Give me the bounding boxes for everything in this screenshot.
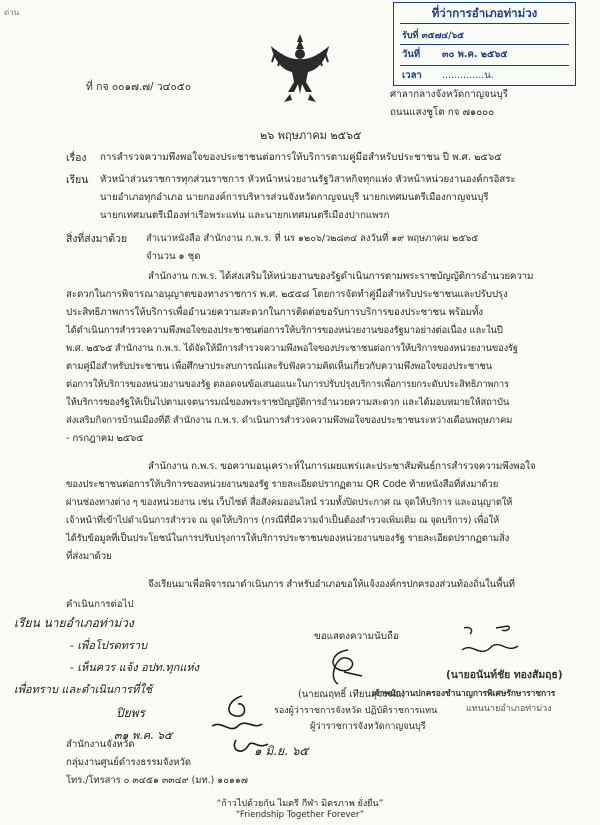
paragraph-2-line: ที่ส่งมาด้วย <box>66 551 112 562</box>
handwritten-date-2: ๑ มิ.ย. ๖๕ <box>254 744 309 758</box>
garuda-emblem <box>268 32 332 104</box>
signer-left-position-2: ผู้ว่าราชการจังหวัดกาญจนบุรี <box>310 721 426 732</box>
issuer-office: สำนักงานจังหวัด <box>66 739 135 750</box>
paragraph-2-line: ผ่านช่องทางต่าง ๆ ของหน่วยงาน เช่น เว็บไซต์ สื่อสังคมออนไลน์ รวมทั้งปิดประกาศ ณ จุดให้บริการ และอนุญาตให้ <box>66 497 513 508</box>
attachment-count: จำนวน ๑ ชุด <box>146 251 201 262</box>
signer-right-position-2: แทนนายอำเภอท่าม่วง <box>466 704 552 714</box>
stamp-time-value: ..............น. <box>442 70 494 81</box>
to-label: เรียน <box>66 174 89 186</box>
signature-bottom <box>202 690 282 760</box>
handwritten-note-3: - เห็นควร แจ้ง อปท.ทุกแห่ง <box>70 661 200 674</box>
stamp-received-no: รับที่ ๓๕๗๔/๖๕ <box>402 31 464 41</box>
receiving-stamp <box>393 2 576 86</box>
document-number: ที่ กจ ๐๐๑๗.๗/ ว๔๐๕๐ <box>86 81 192 93</box>
paragraph-1-line: ให้บริการของรัฐให้เป็นไปตามเจตนารมณ์ของพระราชบัญญัติการอำนวยความสะดวก และได้มอบหมายให้สถาบัน <box>66 397 510 408</box>
paragraph-3: จึงเรียนมาเพื่อพิจารณาดำเนินการ สำหรับอำเภอขอให้แจ้งองค์กรปกครองส่วนท้องถิ่นในพื้นที่ <box>148 579 515 590</box>
signer-right-name: (นายอนันท์ชัย ทองสัมฤธ) <box>446 669 563 681</box>
paragraph-1-line: ส่งเสริมกิจการบ้านเมืองที่ดี สำนักงาน ก.พ.ร. ดำเนินการสำรวจความพึงพอใจของประชาชนระหว่างเดือนพฤษภาคม <box>66 415 513 426</box>
paragraph-2-line: ของประชาชนต่อการให้บริการของหน่วยงานของรัฐ รายละเอียดปรากฏตาม QR Code ท้ายหนังสือที่ส่งมาด้วย <box>66 479 499 490</box>
attachment-text: สำเนาหนังสือ สำนักงาน ก.พ.ร. ที่ นร ๑๒๐๖/ว๒๘๓๔ ลงวันที่ ๑๙ พฤษภาคม ๒๕๖๕ <box>146 233 479 244</box>
stamp-date-value: ๓๐ พ.ค. ๒๕๖๕ <box>442 49 508 60</box>
handwritten-date-1: ๓๑ พ.ค. ๖๕ <box>114 729 173 742</box>
issuer-phone: โทร./โทรสาร ๐ ๓๔๕๑ ๓๓๔๙ (มท.) ๑๐๑๑๗ <box>66 775 248 786</box>
sender-organization: ศาลากลางจังหวัดกาญจนบุรี <box>390 89 508 100</box>
paragraph-1-line: สะดวกในการพิจารณาอนุญาตของทางราชการ พ.ศ. ๒๕๕๘ โดยการจัดทำคู่มือสำหรับประชาชนและปรับปรุง <box>66 289 508 300</box>
closing: ขอแสดงความนับถือ <box>314 631 399 642</box>
paragraph-2-line: สำนักงาน ก.พ.ร. ขอความอนุเคราะห์ในการเผยแพร่และประชาสัมพันธ์การสำรวจความพึงพอใจ <box>148 461 536 472</box>
subject-label: เรื่อง <box>66 152 87 164</box>
paragraph-1-line: ต่อการให้บริการของหน่วยงานของรัฐ ตลอดจนข้อเสนอแนะในการปรับปรุงบริการเพื่อการยกระดับประสิทธิภาพการ <box>66 379 509 390</box>
letter-date: ๒๖ พฤษภาคม ๒๕๖๕ <box>260 129 362 142</box>
paragraph-2-line: เจ้าหน้าที่เข้าไปดำเนินการสำรวจ ณ จุดให้บริการ (กรณีที่มีความจำเป็นต้องสำรวจเพิ่มเติม ณ จุดบริการ) เพื่อให้ <box>66 515 500 526</box>
paragraph-1-line: พ.ศ. ๒๕๖๕ สำนักงาน ก.พ.ร. ได้จัดให้มีการสำรวจความพึงพอใจของประชาชนต่อการให้บริการของหน่วยงานของรัฐ <box>66 343 518 354</box>
action-note: คำเนินการต่อไป <box>66 599 134 610</box>
issuer-section: กลุ่มงานศูนย์ดำรงธรรมจังหวัด <box>66 757 192 768</box>
paragraph-2-line: ได้รับข้อมูลที่เป็นประโยชน์ในการปรับปรุงการให้บริการประชาชนของหน่วยงานของรัฐ รายละเอียดปรากฏตามสิ่ง <box>66 533 510 544</box>
corner-mark: ด่วน <box>4 8 20 17</box>
paragraph-1-line: - กรกฎาคม ๒๕๖๕ <box>66 433 144 444</box>
signature-right <box>456 624 526 674</box>
paragraph-1-line: ประสิทธิภาพการให้บริการเพื่ออำนวยความสะดวกในการติดต่อขอรับการบริการของประชาชน พร้อมทั้ง <box>66 307 483 318</box>
handwritten-name: ปิยพร <box>116 706 146 720</box>
sender-road: ถนนแสงชูโต กจ ๗๑๐๐๐ <box>390 107 495 118</box>
handwritten-note-2: - เพื่อโปรดทราบ <box>70 639 148 652</box>
to-line-2: นายอำเภอทุกอำเภอ นายกองค์การบริหารส่วนจังหวัดกาญจนบุรี นายกเทศมนตรีเมืองกาญจนบุรี <box>100 192 489 203</box>
stamp-title: ที่ว่าการอำเภอท่าม่วง <box>431 6 538 20</box>
signature-left <box>318 646 374 688</box>
paragraph-1-line: ตามคู่มือสำหรับประชาชน เพื่อศึกษาประสบการณ์และรับฟังความคิดเห็นเกี่ยวกับความพึงพอใจของประชาชน <box>66 361 493 372</box>
signer-left-name: (นายณฤทธิ์ เทียนสุวรรณ) <box>298 689 406 700</box>
handwritten-note-4: เพื่อทราบ และดำเนินการที่ใช้ <box>14 683 153 696</box>
paragraph-1-line: สำนักงาน ก.พ.ร. ได้ส่งเสริมให้หน่วยงานของรัฐดำเนินการตามพระราชบัญญัติการอำนวยความ <box>148 271 534 282</box>
paragraph-1-line: ได้ดำเนินการสำรวจความพึงพอใจของประชาชนต่อการให้บริการของหน่วยงานของรัฐมาอย่างต่อเนื่อง และในปี <box>66 325 503 336</box>
footer-slogan-english: “Friendship Together Forever” <box>235 810 365 820</box>
footer-slogan-thai: “ก้าวไปด้วยกัน ไมตรี กีฬา มิตรภาพ ยั่งยืน” <box>216 799 384 809</box>
attachment-label: สิ่งที่ส่งมาด้วย <box>66 233 128 245</box>
to-line-3: นายกเทศมนตรีเมืองท่าเรือพระแท่น และนายกเทศมนตรีเมืองปากแพรก <box>100 210 390 221</box>
stamp-date-label: วันที่ <box>402 49 421 60</box>
subject-text: การสำรวจความพึงพอใจของประชาชนต่อการให้บริการตามคู่มือสำหรับประชาชน ปี พ.ศ. ๒๕๖๕ <box>100 152 502 163</box>
stamp-time-label: เวลา <box>402 70 422 81</box>
handwritten-note-1: เรียน นายอำเภอท่าม่วง <box>14 616 134 630</box>
signer-left-position-1: รองผู้ว่าราชการจังหวัด ปฏิบัติราชการแทน <box>274 706 438 716</box>
to-line-1: หัวหน้าส่วนราชการทุกส่วนราชการ หัวหน้าหน่วยงานรัฐวิสาหกิจทุกแห่ง หัวหน้าหน่วยงานองค์กรอิสระ <box>100 174 516 185</box>
signer-right-position-1: เจ้าพนักงานปกครองชำนาญการพิเศษรักษาราชการ <box>372 688 556 698</box>
